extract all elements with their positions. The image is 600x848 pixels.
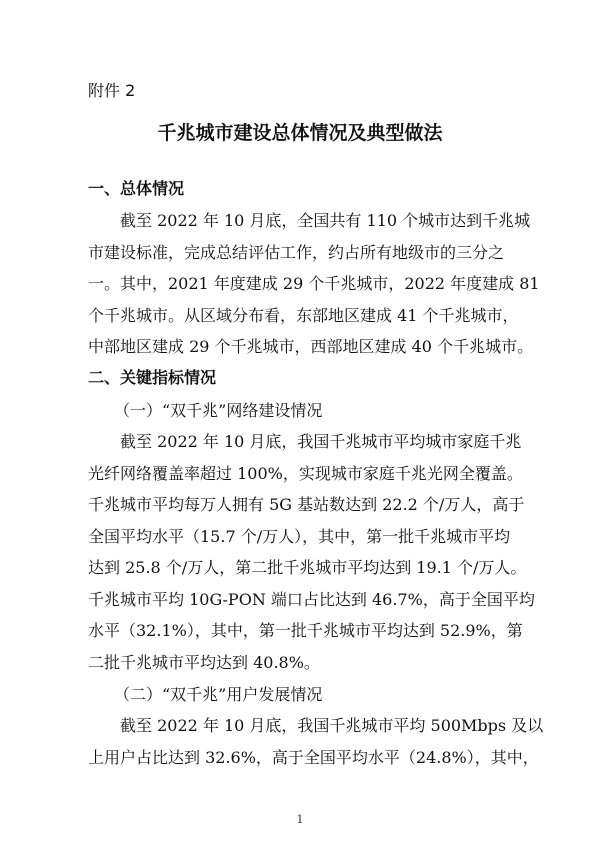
paragraph-line: 截至 2022 年 10 月底，我国千兆城市平均 500Mbps 及以 bbox=[120, 716, 544, 735]
paragraph-line: 千兆城市平均 10G-PON 端口占比达到 46.7%，高于全国平均 bbox=[88, 590, 535, 609]
subsection-heading-network: （一）“双千兆”网络建设情况 bbox=[114, 401, 323, 420]
paragraph-line: 光纤网络覆盖率超过 100%，实现城市家庭千兆光网全覆盖。 bbox=[88, 464, 523, 483]
paragraph-line: 达到 25.8 个/万人，第二批千兆城市平均达到 19.1 个/万人。 bbox=[88, 558, 527, 577]
paragraph-line: 上用户占比达到 32.6%，高于全国平均水平（24.8%），其中， bbox=[88, 748, 539, 767]
section-heading-overview: 一、总体情况 bbox=[88, 179, 185, 198]
paragraph-line: 二批千兆城市平均达到 40.8%。 bbox=[88, 653, 320, 672]
subsection-heading-users: （二）“双千兆”用户发展情况 bbox=[114, 685, 323, 704]
paragraph-line: 水平（32.1%），其中，第一批千兆城市平均达到 52.9%，第 bbox=[88, 621, 523, 640]
paragraph-line: 截至 2022 年 10 月底，我国千兆城市平均城市家庭千兆 bbox=[120, 432, 522, 451]
page-number: 1 bbox=[296, 813, 304, 826]
section-heading-key-indicators: 二、关键指标情况 bbox=[88, 368, 217, 387]
paragraph-line: 全国平均水平（15.7 个/万人），其中，第一批千兆城市平均 bbox=[88, 527, 511, 546]
attachment-label: 附件 2 bbox=[88, 81, 136, 100]
paragraph-line: 一。其中，2021 年度建成 29 个千兆城市，2022 年度建成 81 bbox=[88, 274, 540, 293]
paragraph-line: 截至 2022 年 10 月底，全国共有 110 个城市达到千兆城 bbox=[120, 211, 531, 230]
paragraph-line: 中部地区建成 29 个千兆城市，西部地区建成 40 个千兆城市。 bbox=[88, 337, 534, 356]
paragraph-line: 个千兆城市。从区域分布看，东部地区建成 41 个千兆城市， bbox=[88, 306, 519, 325]
paragraph-line: 千兆城市平均每万人拥有 5G 基站数达到 22.2 个/万人，高于 bbox=[88, 495, 525, 514]
document-title: 千兆城市建设总体情况及典型做法 bbox=[157, 122, 443, 144]
paragraph-line: 市建设标准，完成总结评估工作，约占所有地级市的三分之 bbox=[88, 243, 505, 262]
